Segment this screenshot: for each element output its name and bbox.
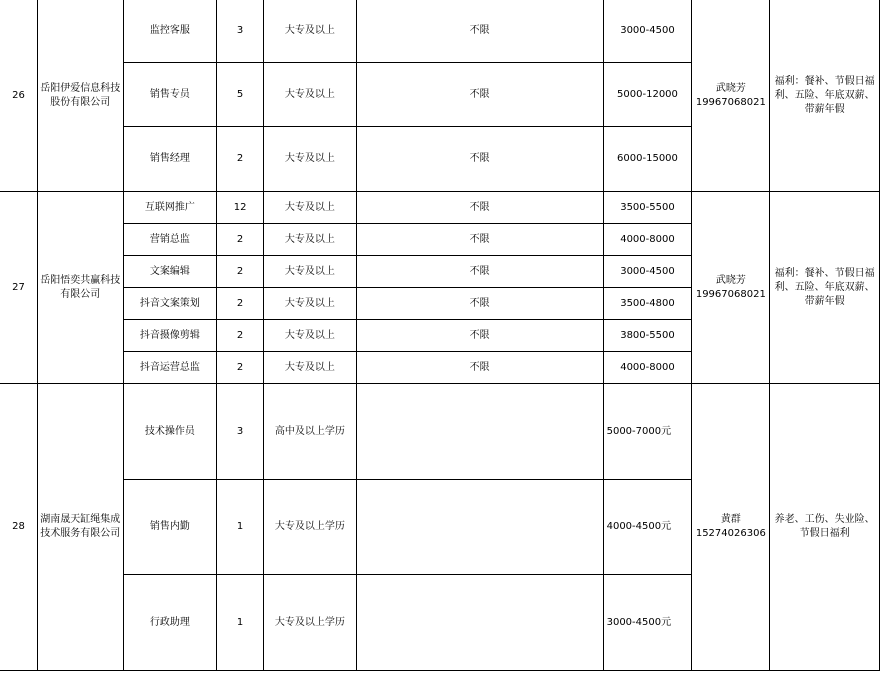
job-education: 大专及以上 [264,224,357,256]
job-title: 行政助理 [123,575,217,671]
job-education: 大专及以上 [264,352,357,384]
job-major: 不限 [356,63,603,127]
job-title: 销售内勤 [123,480,217,575]
row-index: 28 [0,384,37,671]
job-title: 销售经理 [123,127,217,192]
contact-name: 武晓芳 [715,274,746,286]
benefits: 福利：餐补、节假日福利、五险、年底双薪、带薪年假 [770,192,880,384]
job-major: 不限 [356,320,603,352]
job-salary: 6000-15000 [603,127,692,192]
job-salary: 4000-4500元 [603,480,692,575]
job-count: 2 [217,224,264,256]
table-row [0,384,880,480]
job-major: 不限 [356,352,603,384]
contact-phone: 15274026306 [695,528,766,539]
job-major: 不限 [356,192,603,224]
job-major: 不限 [356,224,603,256]
benefits: 福利：餐补、节假日福利、五险、年底双薪、带薪年假 [770,0,880,192]
job-salary: 3000-4500元 [603,575,692,671]
job-count: 2 [217,256,264,288]
contact-cell [692,384,770,671]
job-major: 不限 [356,0,603,63]
job-education: 大专及以上 [264,256,357,288]
job-salary: 3000-4500 [603,256,692,288]
job-major: 不限 [356,288,603,320]
job-title: 技术操作员 [123,384,217,480]
job-major: 不限 [356,256,603,288]
job-title: 互联网推广 [123,192,217,224]
job-salary: 3500-5500 [603,192,692,224]
job-count: 2 [217,352,264,384]
table-row [0,0,880,63]
job-major: 不限 [356,127,603,192]
contact-phone: 19967068021 [695,288,766,300]
job-title: 文案编辑 [123,256,217,288]
job-count: 2 [217,320,264,352]
job-salary: 4000-8000 [603,352,692,384]
job-education: 大专及以上学历 [264,480,357,575]
job-salary: 3500-4800 [603,288,692,320]
job-title: 抖音文案策划 [123,288,217,320]
row-index: 27 [0,192,37,384]
job-title: 抖音摄像剪辑 [123,320,217,352]
job-salary: 3800-5500 [603,320,692,352]
job-title: 抖音运营总监 [123,352,217,384]
contact-name: 武晓芳 [715,82,746,94]
job-education: 大专及以上 [264,192,357,224]
job-title: 监控客服 [123,0,217,63]
table-row [0,192,880,224]
row-index: 26 [0,0,37,192]
job-salary: 3000-4500 [603,0,692,63]
job-major [356,384,603,480]
job-title: 营销总监 [123,224,217,256]
job-education: 大专及以上 [264,320,357,352]
job-education: 大专及以上 [264,127,357,192]
job-title: 销售专员 [123,63,217,127]
contact-name: 黄群 [720,514,741,525]
job-salary: 5000-12000 [603,63,692,127]
job-count: 5 [217,63,264,127]
job-education: 高中及以上学历 [264,384,357,480]
job-count: 3 [217,384,264,480]
job-count: 3 [217,0,264,63]
benefits: 养老、工伤、失业险、节假日福利 [770,384,880,671]
job-education: 大专及以上 [264,63,357,127]
contact-cell [692,0,770,192]
job-education: 大专及以上 [264,288,357,320]
job-education: 大专及以上学历 [264,575,357,671]
job-education: 大专及以上 [264,0,357,63]
job-count: 2 [217,288,264,320]
company-name: 湖南晟天缸绳集成技术服务有限公司 [37,384,123,671]
contact-cell [692,192,770,384]
job-count: 2 [217,127,264,192]
company-name: 岳阳伊爱信息科技股份有限公司 [37,0,123,192]
job-count: 1 [217,575,264,671]
company-name: 岳阳悟奕共赢科技有限公司 [37,192,123,384]
job-salary: 4000-8000 [603,224,692,256]
job-major [356,575,603,671]
job-count: 1 [217,480,264,575]
contact-phone: 19967068021 [695,96,766,108]
job-major [356,480,603,575]
job-salary: 5000-7000元 [603,384,692,480]
job-count: 12 [217,192,264,224]
